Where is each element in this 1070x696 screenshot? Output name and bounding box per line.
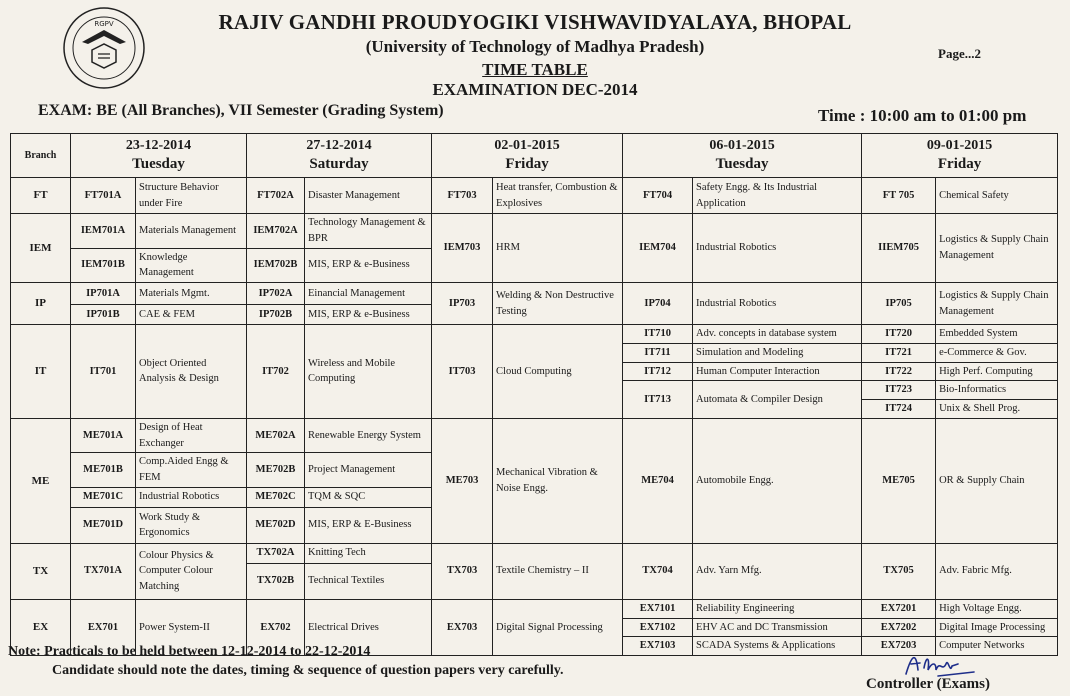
subject-name: Adv. Yarn Mfg. (693, 543, 862, 599)
subject-name: Reliability Engineering (693, 599, 862, 618)
practicals-note: Note: Practicals to be held between 12-12-2014 to 22-12-2014 (8, 644, 371, 659)
paper-code: IT712 (623, 362, 693, 381)
day-name: Friday (937, 155, 982, 172)
subject-name: Mechanical Vibration & Noise Engg. (493, 418, 623, 543)
paper-code: IP701B (71, 305, 136, 325)
subject-name: High Perf. Computing (936, 362, 1058, 381)
subject-name: OR & Supply Chain (936, 418, 1058, 543)
candidate-note: Candidate should note the dates, timing & sequence of question papers very carefully. (52, 663, 564, 678)
paper-code: IT710 (623, 325, 693, 344)
subject-name: MIS, ERP & e-Business (305, 305, 432, 325)
paper-code: EX7202 (862, 618, 936, 637)
document-title: TIME TABLE (482, 60, 588, 79)
subject-name: HRM (493, 214, 623, 283)
paper-code: TX702A (247, 543, 305, 563)
paper-code: IEM701A (71, 214, 136, 249)
subject-name: Safety Engg. & Its Industrial Application (693, 178, 862, 214)
exam-time: Time : 10:00 am to 01:00 pm (818, 106, 1027, 125)
subject-name: Project Management (305, 453, 432, 488)
day-header (71, 134, 247, 178)
subject-name: Embedded System (936, 325, 1058, 344)
paper-code: EX701 (71, 599, 136, 655)
subject-name: Industrial Robotics (693, 214, 862, 283)
subject-name: SCADA Systems & Applications (693, 637, 862, 656)
subject-name: Colour Physics & Computer Colour Matching (136, 543, 247, 599)
branch-ft: FT (11, 178, 71, 214)
subject-name: Renewable Energy System (305, 418, 432, 453)
paper-code: ME705 (862, 418, 936, 543)
subject-name: CAE & FEM (136, 305, 247, 325)
day-header (247, 134, 432, 178)
paper-code: EX7201 (862, 599, 936, 618)
subject-name: Industrial Robotics (136, 487, 247, 507)
subject-name: Design of Heat Exchanger (136, 418, 247, 453)
subject-name: Digital Signal Processing (493, 599, 623, 655)
controller-title: Controller (Exams) (866, 676, 991, 692)
paper-code: IP701A (71, 283, 136, 305)
subject-name: Einancial Management (305, 283, 432, 305)
subject-name: TQM & SQC (305, 487, 432, 507)
branch-it: IT (11, 325, 71, 419)
subject-name: Adv. concepts in database system (693, 325, 862, 344)
paper-code: FT702A (247, 178, 305, 214)
subject-name: Structure Behavior under Fire (136, 178, 247, 214)
subject-name: e-Commerce & Gov. (936, 343, 1058, 362)
paper-code: IT703 (432, 325, 493, 419)
branch-header: Branch (11, 134, 71, 178)
subject-name: Knowledge Management (136, 248, 247, 283)
subject-name: Heat transfer, Combustion & Explosives (493, 178, 623, 214)
paper-code: IP705 (862, 283, 936, 325)
paper-code: EX7103 (623, 637, 693, 656)
paper-code: EX7101 (623, 599, 693, 618)
subject-name: Simulation and Modeling (693, 343, 862, 362)
subject-name: Computer Networks (936, 637, 1058, 656)
paper-code: IT722 (862, 362, 936, 381)
subject-name: EHV AC and DC Transmission (693, 618, 862, 637)
subject-name: Wireless and Mobile Computing (305, 325, 432, 419)
subject-name: Welding & Non Destructive Testing (493, 283, 623, 325)
paper-code: ME704 (623, 418, 693, 543)
branch-iem: IEM (11, 214, 71, 283)
paper-code: ME701B (71, 453, 136, 488)
paper-code: FT 705 (862, 178, 936, 214)
paper-code: IT701 (71, 325, 136, 419)
timetable (10, 133, 1058, 656)
paper-code: TX704 (623, 543, 693, 599)
page-number: Page...2 (938, 46, 981, 61)
subject-name: Logistics & Supply Chain Management (936, 214, 1058, 283)
paper-code: IP702B (247, 305, 305, 325)
paper-code: EX702 (247, 599, 305, 655)
paper-code: ME701C (71, 487, 136, 507)
exam-session: EXAMINATION DEC-2014 (432, 80, 638, 99)
paper-code: IT713 (623, 381, 693, 419)
subject-name: Knitting Tech (305, 543, 432, 563)
paper-code: IT724 (862, 400, 936, 419)
university-name: RAJIV GANDHI PROUDYOGIKI VISHWAVIDYALAYA, BHOPAL (218, 10, 852, 34)
paper-code: IEM702B (247, 248, 305, 283)
paper-code: IT711 (623, 343, 693, 362)
paper-code: IP704 (623, 283, 693, 325)
day-name: Friday (505, 155, 549, 172)
subject-name: Disaster Management (305, 178, 432, 214)
paper-code: IT720 (862, 325, 936, 344)
subject-name: MIS, ERP & E-Business (305, 507, 432, 543)
paper-code: FT701A (71, 178, 136, 214)
subject-name: Object Oriented Analysis & Design (136, 325, 247, 419)
subject-name: Bio-Informatics (936, 381, 1058, 400)
subject-name: Logistics & Supply Chain Management (936, 283, 1058, 325)
paper-code: TX703 (432, 543, 493, 599)
paper-code: FT703 (432, 178, 493, 214)
subject-name: MIS, ERP & e-Business (305, 248, 432, 283)
subject-name: Technical Textiles (305, 563, 432, 599)
paper-code: EX7102 (623, 618, 693, 637)
subject-name: Work Study & Ergonomics (136, 507, 247, 543)
paper-code: IT723 (862, 381, 936, 400)
day-date: 09-01-2015 (926, 138, 993, 154)
subject-name: Human Computer Interaction (693, 362, 862, 381)
subject-name: Technology Management & BPR (305, 214, 432, 249)
branch-me: ME (11, 418, 71, 543)
subject-name: Digital Image Processing (936, 618, 1058, 637)
exam-description: EXAM: BE (All Branches), VII Semester (Grading System) (38, 102, 444, 119)
paper-code: ME701D (71, 507, 136, 543)
subject-name: Adv. Fabric Mfg. (936, 543, 1058, 599)
subject-name: Materials Management (136, 214, 247, 249)
paper-code: FT704 (623, 178, 693, 214)
paper-code: IEM703 (432, 214, 493, 283)
branch-ip: IP (11, 283, 71, 325)
paper-code: ME702B (247, 453, 305, 488)
day-name: Tuesday (132, 155, 185, 172)
paper-code: TX705 (862, 543, 936, 599)
paper-code: IP702A (247, 283, 305, 305)
subject-name: High Voltage Engg. (936, 599, 1058, 618)
paper-code: TX701A (71, 543, 136, 599)
paper-code: IP703 (432, 283, 493, 325)
paper-code: ME701A (71, 418, 136, 453)
day-date: 02-01-2015 (494, 138, 560, 154)
branch-tx: TX (11, 543, 71, 599)
subject-name: Industrial Robotics (693, 283, 862, 325)
day-header (862, 134, 1058, 178)
paper-code: TX702B (247, 563, 305, 599)
paper-code: IEM704 (623, 214, 693, 283)
paper-code: EX703 (432, 599, 493, 655)
paper-code: IEM702A (247, 214, 305, 249)
day-date: 23-12-2014 (125, 138, 192, 154)
subject-name: Materials Mgmt. (136, 283, 247, 305)
day-date: 27-12-2014 (306, 138, 372, 154)
paper-code: IT702 (247, 325, 305, 419)
subject-name: Comp.Aided Engg & FEM (136, 453, 247, 488)
paper-code: ME702D (247, 507, 305, 543)
subject-name: Cloud Computing (493, 325, 623, 419)
paper-code: IEM701B (71, 248, 136, 283)
day-header (432, 134, 623, 178)
day-name: Saturday (309, 155, 369, 172)
subject-name: Unix & Shell Prog. (936, 400, 1058, 419)
paper-code: EX7203 (862, 637, 936, 656)
paper-code: ME702A (247, 418, 305, 453)
branch-ex: EX (11, 599, 71, 655)
paper-code: ME703 (432, 418, 493, 543)
university-subtitle: (University of Technology of Madhya Pradesh) (365, 37, 705, 56)
paper-code: ME702C (247, 487, 305, 507)
subject-name: Chemical Safety (936, 178, 1058, 214)
day-date: 06-01-2015 (709, 138, 775, 154)
paper-code: IT721 (862, 343, 936, 362)
subject-name: Automata & Compiler Design (693, 381, 862, 419)
day-name: Tuesday (715, 155, 769, 172)
subject-name: Automobile Engg. (693, 418, 862, 543)
day-header (623, 134, 862, 178)
subject-name: Textile Chemistry – II (493, 543, 623, 599)
subject-name: Power System-II (136, 599, 247, 655)
subject-name: Electrical Drives (305, 599, 432, 655)
svg-text:RGPV: RGPV (94, 20, 114, 28)
paper-code: IIEM705 (862, 214, 936, 283)
